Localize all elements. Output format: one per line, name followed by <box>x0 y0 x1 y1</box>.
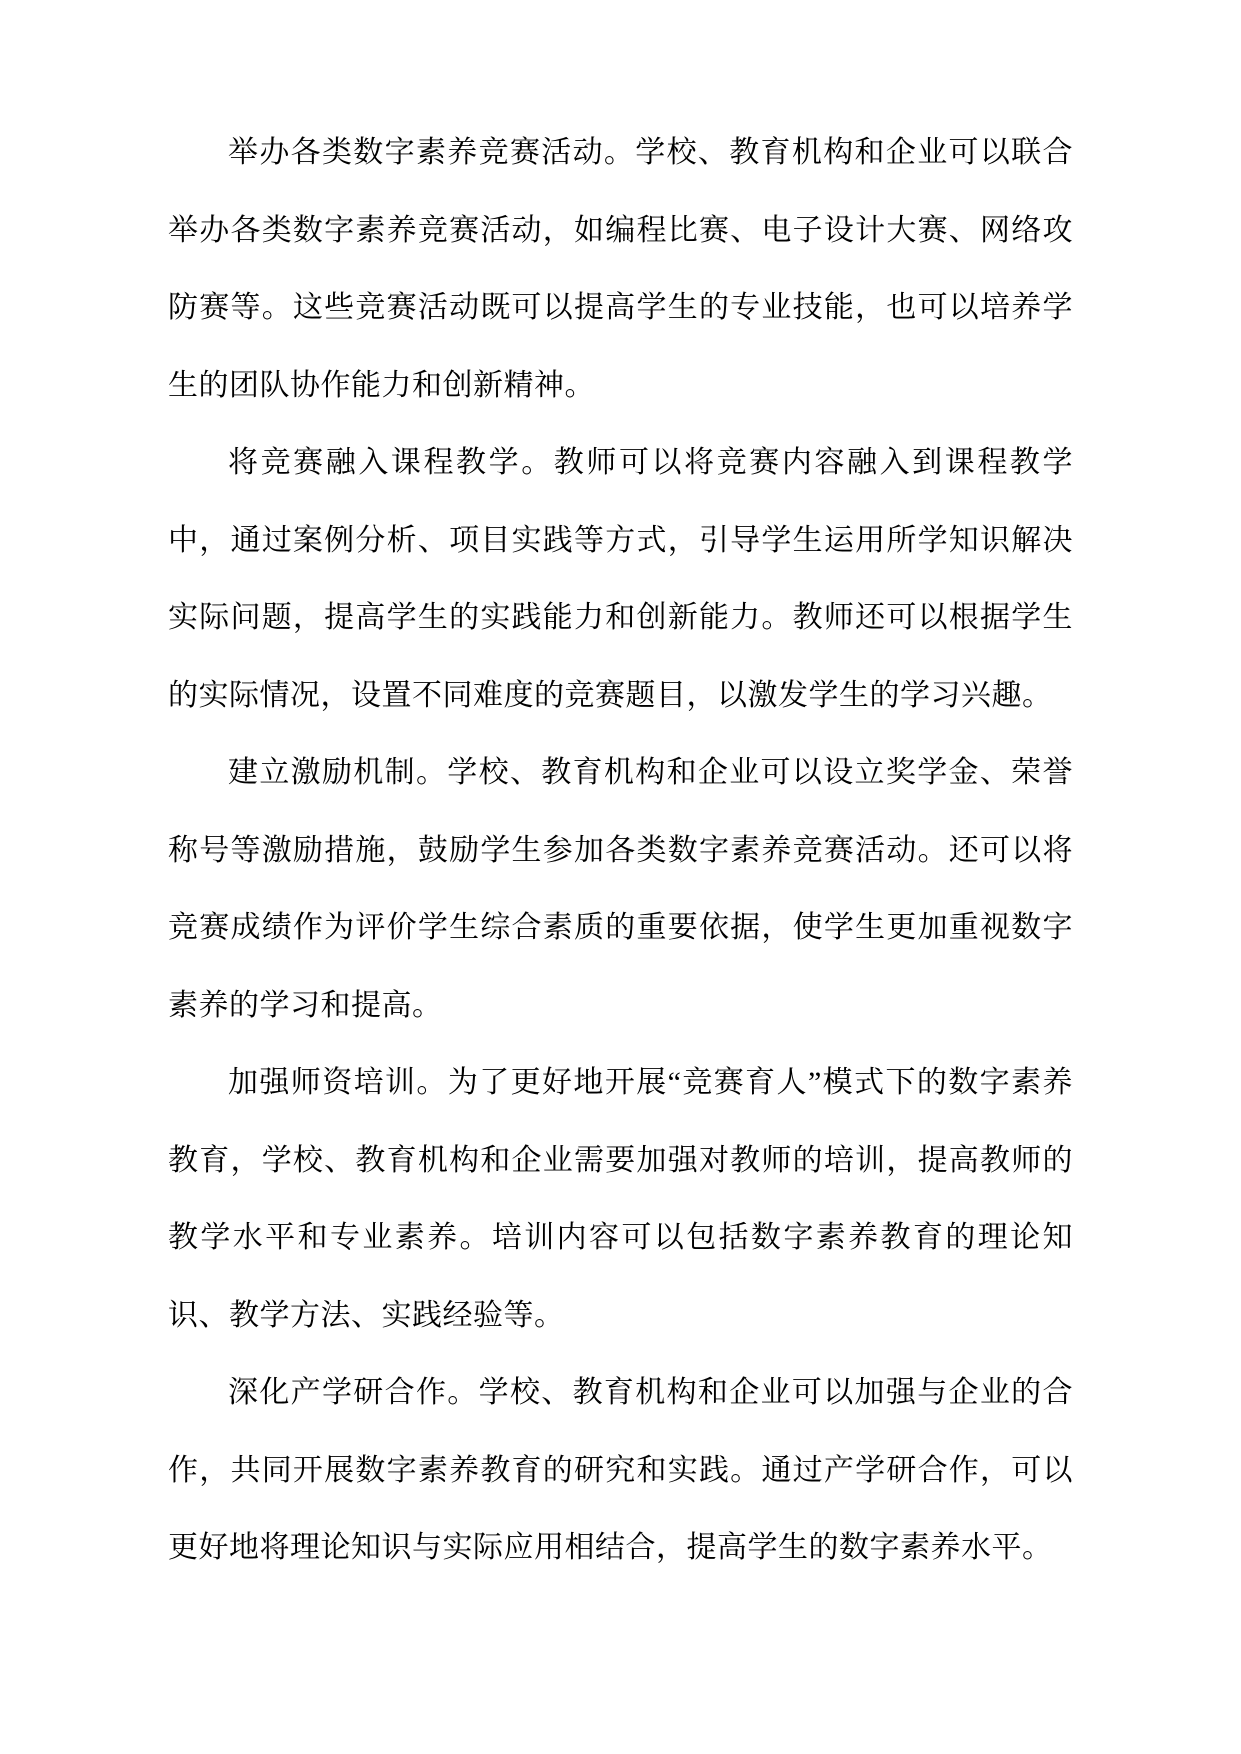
paragraph-3: 建立激励机制。学校、教育机构和企业可以设立奖学金、荣誉称号等激励措施，鼓励学生参加各类数字素养竞赛活动。还可以将竞赛成绩作为评价学生综合素质的重要依据，使学生更加重视数字素养的学习和提高。 <box>168 756 1073 1022</box>
paragraph-4: 加强师资培训。为了更好地开展“竞赛育人”模式下的数字素养教育，学校、教育机构和企业需要加强对教师的培训，提高教师的教学水平和专业素养。培训内容可以包括数字素养教育的理论知识、教学方法、实践经验等。 <box>168 1066 1073 1332</box>
document-body <box>168 114 1073 1587</box>
paragraph-2: 将竞赛融入课程教学。教师可以将竞赛内容融入到课程教学中，通过案例分析、项目实践等方式，引导学生运用所学知识解决实际问题，提高学生的实践能力和创新能力。教师还可以根据学生的实际情况，设置不同难度的竞赛题目，以激发学生的学习兴趣。 <box>168 446 1073 712</box>
paragraph-1: 举办各类数字素养竞赛活动。学校、教育机构和企业可以联合举办各类数字素养竞赛活动，如编程比赛、电子设计大赛、网络攻防赛等。这些竞赛活动既可以提高学生的专业技能，也可以培养学生的团队协作能力和创新精神。 <box>168 136 1073 402</box>
paragraph-5: 深化产学研合作。学校、教育机构和企业可以加强与企业的合作，共同开展数字素养教育的研究和实践。通过产学研合作，可以更好地将理论知识与实际应用相结合，提高学生的数字素养水平。 <box>168 1376 1073 1564</box>
